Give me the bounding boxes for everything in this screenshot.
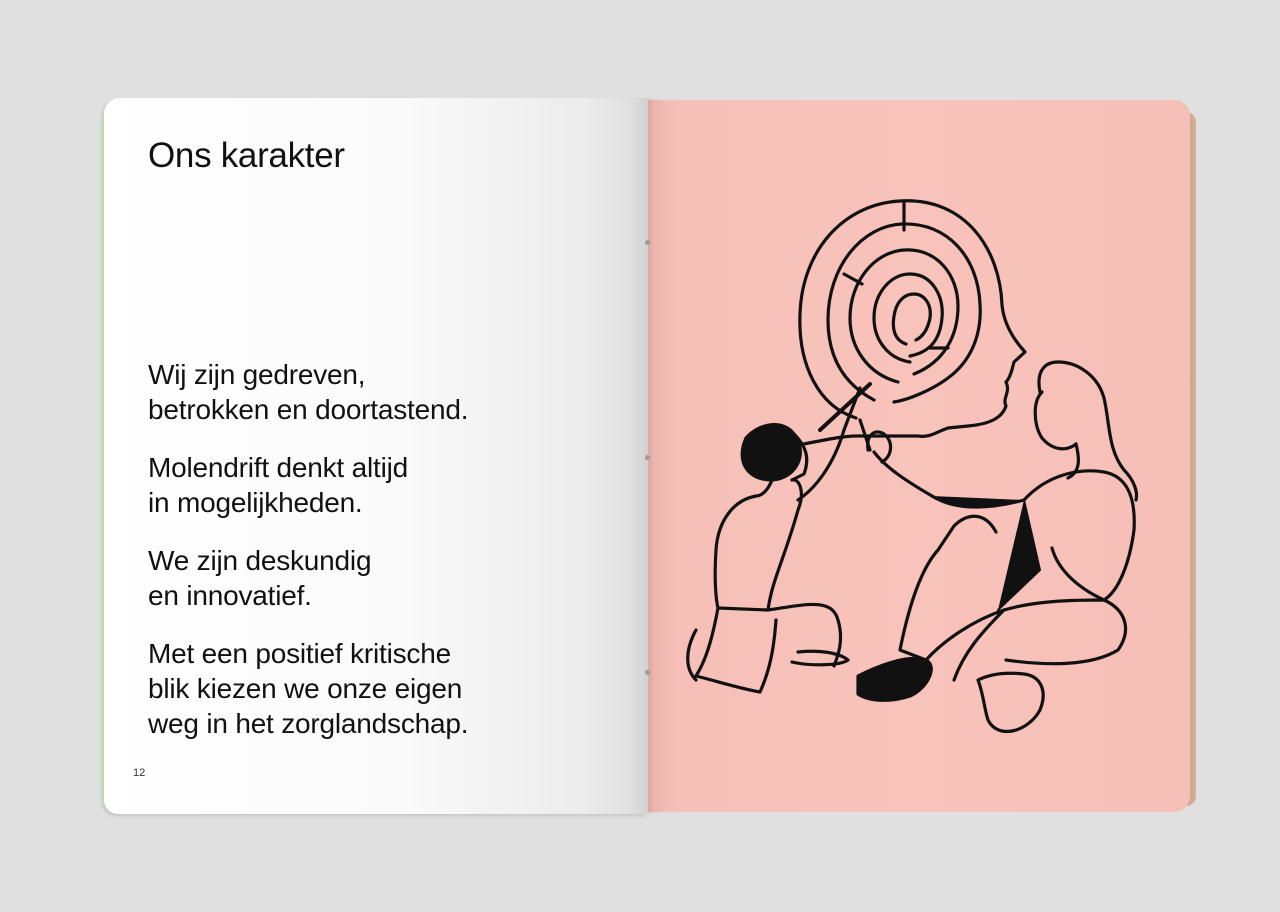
body-text xyxy=(148,357,618,764)
paragraph: Met een positief kritische blik kiezen we onze eigen weg in het zorglandschap. xyxy=(148,638,469,739)
illustration-child-woman-maze-head-icon xyxy=(648,100,1190,812)
paragraph: Wij zijn gedreven, betrokken en doortastend. xyxy=(148,359,469,425)
page-number: 12 xyxy=(133,767,146,779)
paragraph: Molendrift denkt altijd in mogelijkheden. xyxy=(148,452,408,518)
page-title: Ons karakter xyxy=(148,136,345,175)
child-figure xyxy=(688,384,870,692)
maze-head-drawing xyxy=(800,201,1025,444)
paragraph: We zijn deskundig en innovatief. xyxy=(148,545,372,611)
